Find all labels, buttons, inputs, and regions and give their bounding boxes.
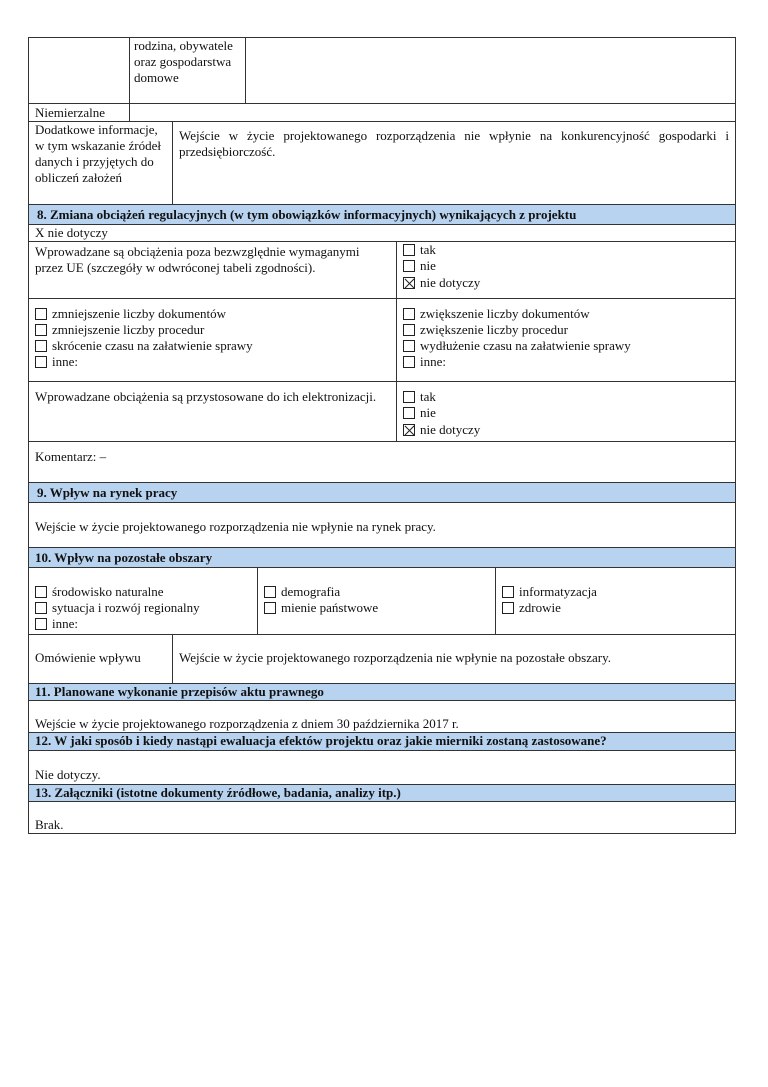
option-tak: tak [403, 389, 729, 405]
option: zwiększenie liczby dokumentów [403, 306, 729, 322]
checkbox[interactable] [502, 602, 514, 614]
checkbox-checked[interactable] [403, 277, 415, 289]
subject-label: rodzina, obywatele oraz gospodarstwa domowe [134, 38, 233, 85]
checkbox[interactable] [264, 602, 276, 614]
option: wydłużenie czasu na załatwienie sprawy [403, 338, 729, 354]
checkbox[interactable] [403, 260, 415, 272]
eu-burden-options [396, 242, 735, 298]
checkbox[interactable] [403, 356, 415, 368]
not-applicable-note: X nie dotyczy [35, 225, 108, 240]
decrease-options [29, 299, 396, 381]
option: zmniejszenie liczby dokumentów [35, 306, 390, 322]
checkbox[interactable] [35, 308, 47, 320]
electronization-options [396, 382, 735, 441]
table-row [29, 503, 735, 548]
option: informatyzacja [502, 584, 729, 600]
section-12-header: 12. W jaki sposób i kiedy nastąpi ewaluacja efektów projektu oraz jakie mierniki zostaną zastosowane? [29, 733, 735, 751]
checkbox[interactable] [35, 586, 47, 598]
checkbox[interactable] [403, 244, 415, 256]
table-row [29, 242, 735, 299]
ors-table [28, 37, 736, 834]
implementation-text: Wejście w życie projektowanego rozporządzenia z dniem 30 października 2017 r. [35, 716, 459, 731]
option-nie-dotyczy: nie dotyczy [403, 422, 729, 438]
table-row [29, 751, 735, 785]
divider [129, 104, 130, 121]
option: środowisko naturalne [35, 584, 251, 600]
checkbox[interactable] [264, 586, 276, 598]
other-areas-col-3 [495, 568, 735, 634]
checkbox[interactable] [403, 340, 415, 352]
option: sytuacja i rozwój regionalny [35, 600, 251, 616]
option: zwiększenie liczby procedur [403, 322, 729, 338]
divider [245, 38, 246, 103]
attachments-text: Brak. [35, 817, 64, 832]
checkbox[interactable] [35, 340, 47, 352]
impact-text: Wejście w życie projektowanego rozporządzenia nie wpłynie na pozostałe obszary. [172, 635, 735, 683]
increase-options [396, 299, 735, 381]
checkbox[interactable] [35, 602, 47, 614]
other-areas-col-1 [29, 568, 257, 634]
option-nie: nie [403, 258, 729, 274]
checkbox[interactable] [35, 324, 47, 336]
extra-info-text: Wejście w życie projektowanego rozporządzenia nie wpłynie na konkurencyjność gospodarki i przedsiębiorczość. [172, 122, 735, 204]
checkbox-checked[interactable] [403, 424, 415, 436]
divider [129, 38, 130, 103]
section-11-header: 11. Planowane wykonanie przepisów aktu prawnego [29, 684, 735, 701]
option-nie: nie [403, 405, 729, 421]
table-row [29, 635, 735, 684]
section-13-header: 13. Załączniki (istotne dokumenty źródłowe, badania, analizy itp.) [29, 785, 735, 802]
table-row [29, 802, 735, 834]
eu-burden-question: Wprowadzane są obciążenia poza bezwzględnie wymaganymi przez UE (szczegóły w odwróconej tabeli zgodności). [35, 244, 360, 275]
other-areas-col-2 [257, 568, 495, 634]
section-8-header: 8. Zmiana obciążeń regulacyjnych (w tym obowiązków informacyjnych) wynikających z projektu [29, 205, 735, 225]
table-row [29, 38, 735, 104]
impact-label: Omówienie wpływu [35, 650, 141, 665]
table-row [29, 225, 735, 242]
checkbox[interactable] [403, 308, 415, 320]
unmeasurable-label: Niemierzalne [35, 105, 106, 120]
checkbox[interactable] [502, 586, 514, 598]
checkbox[interactable] [403, 407, 415, 419]
option: mienie państwowe [264, 600, 489, 616]
checkbox[interactable] [403, 391, 415, 403]
option-nie-dotyczy: nie dotyczy [403, 275, 729, 291]
checkbox[interactable] [35, 356, 47, 368]
comment: Komentarz: – [35, 449, 107, 464]
table-row [29, 299, 735, 382]
electronization-question: Wprowadzane obciążenia są przystosowane do ich elektronizacji. [35, 389, 377, 404]
table-row [29, 568, 735, 635]
extra-info-label: Dodatkowe informacje, w tym wskazanie źródeł danych i przyjętych do obliczeń założeń [35, 122, 161, 185]
option: skrócenie czasu na załatwienie sprawy [35, 338, 390, 354]
table-row [29, 701, 735, 733]
option: demografia [264, 584, 489, 600]
table-row [29, 442, 735, 483]
evaluation-text: Nie dotyczy. [35, 767, 101, 782]
section-10-header: 10. Wpływ na pozostałe obszary [29, 548, 735, 568]
checkbox[interactable] [35, 618, 47, 630]
table-row [29, 122, 735, 205]
checkbox[interactable] [403, 324, 415, 336]
table-row [29, 382, 735, 442]
option: inne: [403, 354, 729, 370]
table-row [29, 104, 735, 122]
option: inne: [35, 616, 251, 632]
option: inne: [35, 354, 390, 370]
option: zmniejszenie liczby procedur [35, 322, 390, 338]
option-tak: tak [403, 242, 729, 258]
section-9-header: 9. Wpływ na rynek pracy [29, 483, 735, 503]
labour-market-text: Wejście w życie projektowanego rozporządzenia nie wpłynie na rynek pracy. [35, 519, 436, 534]
option: zdrowie [502, 600, 729, 616]
